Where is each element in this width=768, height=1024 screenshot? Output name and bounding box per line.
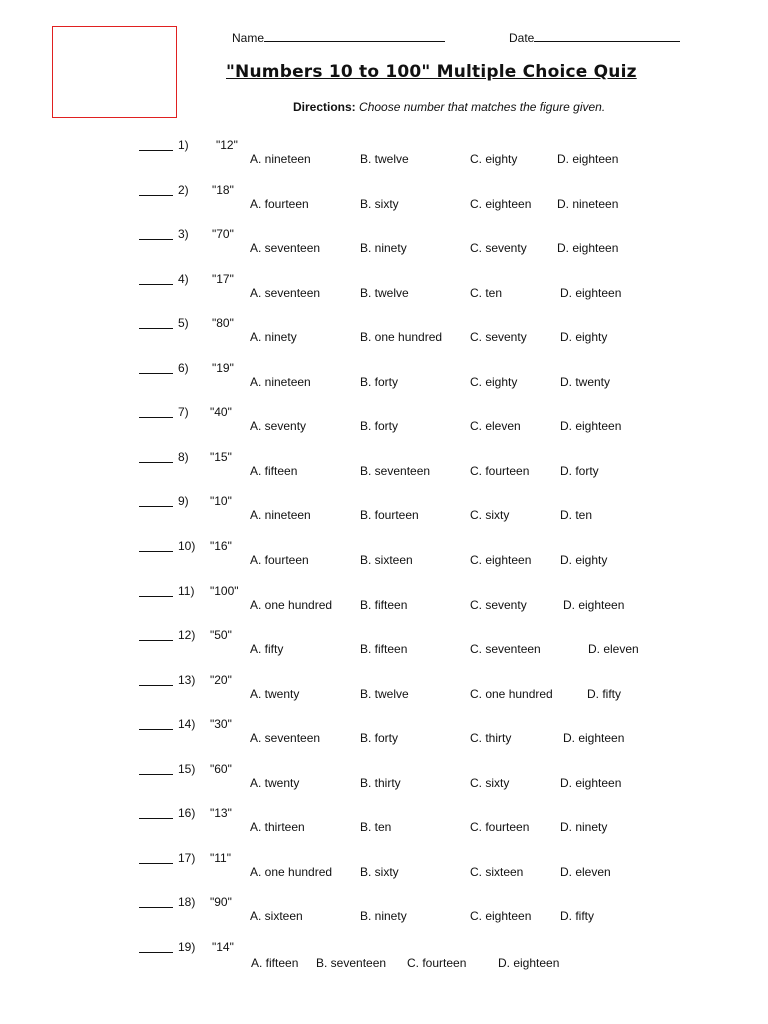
option-c[interactable]: C. ten bbox=[470, 285, 503, 300]
answer-blank[interactable] bbox=[139, 940, 173, 953]
question-number: 16) bbox=[178, 806, 196, 821]
answer-blank[interactable] bbox=[139, 539, 173, 552]
option-b[interactable]: B. fifteen bbox=[360, 642, 408, 657]
answer-blank[interactable] bbox=[139, 762, 173, 775]
question-row bbox=[0, 361, 768, 405]
option-c[interactable]: C. eighty bbox=[470, 374, 518, 389]
option-a[interactable]: A. one hundred bbox=[250, 864, 333, 879]
option-b[interactable]: B. forty bbox=[360, 419, 399, 434]
question-number: 15) bbox=[178, 761, 196, 776]
option-a[interactable]: A. seventy bbox=[250, 419, 307, 434]
question-figure: "10" bbox=[210, 494, 232, 509]
option-a[interactable]: A. thirteen bbox=[250, 820, 305, 835]
question-figure: "14" bbox=[212, 939, 234, 954]
option-d[interactable]: D. eighteen bbox=[560, 419, 622, 434]
option-a[interactable]: A. seventeen bbox=[250, 731, 321, 746]
question-number: 1) bbox=[178, 138, 189, 152]
question-number: 5) bbox=[178, 316, 189, 331]
directions bbox=[293, 100, 605, 114]
option-b[interactable]: B. twelve bbox=[360, 152, 409, 166]
question-figure: "16" bbox=[210, 538, 232, 553]
question-figure: "20" bbox=[210, 672, 232, 687]
quiz-title: "Numbers 10 to 100" Multiple Choice Quiz bbox=[226, 62, 637, 82]
question-row bbox=[0, 584, 768, 628]
question-number: 3) bbox=[178, 227, 189, 242]
question-row bbox=[0, 673, 768, 717]
option-b[interactable]: B. twelve bbox=[360, 686, 409, 701]
question-number: 2) bbox=[178, 182, 189, 197]
option-d[interactable]: D. fifty bbox=[587, 686, 622, 701]
option-d[interactable]: D. eighteen bbox=[498, 955, 560, 970]
option-d[interactable]: D. forty bbox=[560, 463, 599, 478]
answer-blank[interactable] bbox=[139, 183, 173, 196]
question-row bbox=[0, 316, 768, 360]
answer-blank[interactable] bbox=[139, 717, 173, 730]
option-d[interactable]: D. ninety bbox=[560, 820, 608, 835]
question-row bbox=[0, 450, 768, 494]
question-number: 11) bbox=[178, 583, 195, 598]
answer-blank[interactable] bbox=[139, 138, 173, 151]
option-d[interactable]: D. eighty bbox=[560, 552, 608, 567]
option-b[interactable]: B. ninety bbox=[360, 241, 407, 256]
question-number: 19) bbox=[178, 939, 196, 954]
option-a[interactable]: A. fifty bbox=[250, 642, 284, 657]
question-number: 7) bbox=[178, 405, 189, 420]
option-c[interactable]: C. eighteen bbox=[470, 196, 532, 211]
option-a[interactable]: A. twenty bbox=[250, 686, 300, 701]
question-figure: "18" bbox=[212, 182, 234, 197]
question-row bbox=[0, 717, 768, 761]
answer-blank[interactable] bbox=[139, 361, 173, 374]
question-row bbox=[0, 851, 768, 895]
option-a[interactable]: A. seventeen bbox=[250, 285, 321, 300]
option-a[interactable]: A. one hundred bbox=[250, 597, 333, 612]
option-c[interactable]: C. seventy bbox=[470, 330, 527, 345]
answer-blank[interactable] bbox=[139, 806, 173, 819]
name-line[interactable] bbox=[264, 29, 445, 42]
option-b[interactable]: B. thirty bbox=[360, 775, 401, 790]
question-figure: "12" bbox=[216, 138, 238, 152]
question-figure: "90" bbox=[210, 895, 232, 910]
question-figure: "60" bbox=[210, 761, 232, 776]
question-row bbox=[0, 183, 768, 227]
date-label: Date bbox=[509, 31, 535, 45]
answer-blank[interactable] bbox=[139, 272, 173, 285]
option-c[interactable]: C. seventy bbox=[470, 241, 527, 256]
question-figure: "13" bbox=[210, 806, 232, 821]
option-a[interactable]: A. fifteen bbox=[251, 955, 299, 970]
option-d[interactable]: D. twenty bbox=[560, 374, 611, 389]
question-figure: "11" bbox=[210, 850, 231, 865]
question-number: 13) bbox=[178, 672, 196, 687]
question-row bbox=[0, 628, 768, 672]
option-a[interactable]: A. nineteen bbox=[250, 508, 311, 523]
option-c[interactable]: C. one hundred bbox=[470, 686, 553, 701]
directions-label: Directions: bbox=[293, 100, 356, 114]
question-row bbox=[0, 494, 768, 538]
answer-blank[interactable] bbox=[139, 316, 173, 329]
answer-blank[interactable] bbox=[139, 494, 173, 507]
answer-blank[interactable] bbox=[139, 227, 173, 240]
option-c[interactable]: C. seventeen bbox=[470, 642, 541, 657]
option-b[interactable]: B. fifteen bbox=[360, 597, 408, 612]
option-c[interactable]: C. fourteen bbox=[470, 820, 530, 835]
answer-blank[interactable] bbox=[139, 405, 173, 418]
option-d[interactable]: D. eleven bbox=[588, 642, 639, 657]
question-number: 14) bbox=[178, 717, 196, 732]
question-number: 9) bbox=[178, 494, 189, 509]
option-c[interactable]: C. eighteen bbox=[470, 909, 532, 924]
question-number: 4) bbox=[178, 271, 189, 286]
date-field[interactable] bbox=[509, 29, 680, 45]
option-b[interactable]: B. ninety bbox=[360, 909, 407, 924]
question-figure: "17" bbox=[212, 271, 234, 286]
option-c[interactable]: C. seventy bbox=[470, 597, 527, 612]
question-row bbox=[0, 762, 768, 806]
option-d[interactable]: D. ten bbox=[560, 508, 593, 523]
option-d[interactable]: D. eighteen bbox=[563, 731, 625, 746]
option-c[interactable]: C. sixty bbox=[470, 775, 510, 790]
option-d[interactable]: D. eighteen bbox=[557, 152, 619, 166]
answer-blank[interactable] bbox=[139, 584, 173, 597]
question-figure: "19" bbox=[212, 360, 234, 375]
question-row bbox=[0, 405, 768, 449]
option-c[interactable]: C. eleven bbox=[470, 419, 521, 434]
answer-blank[interactable] bbox=[139, 673, 173, 686]
option-d[interactable]: D. fifty bbox=[560, 909, 595, 924]
question-row bbox=[0, 806, 768, 850]
question-number: 10) bbox=[178, 538, 196, 553]
question-figure: "40" bbox=[210, 405, 232, 420]
answer-blank[interactable] bbox=[139, 628, 173, 641]
answer-blank[interactable] bbox=[139, 851, 173, 864]
option-c[interactable]: C. eighty bbox=[470, 152, 518, 166]
option-c[interactable]: C. thirty bbox=[470, 731, 512, 746]
option-d[interactable]: D. eighty bbox=[560, 330, 608, 345]
question-figure: "50" bbox=[210, 628, 232, 643]
option-d[interactable]: D. eighteen bbox=[560, 285, 622, 300]
option-b[interactable]: B. one hundred bbox=[360, 330, 443, 345]
question-number: 12) bbox=[178, 628, 196, 643]
option-b[interactable]: B. sixty bbox=[360, 864, 399, 879]
question-row bbox=[0, 895, 768, 939]
option-b[interactable]: B. ten bbox=[360, 820, 392, 835]
directions-text: Choose number that matches the figure given. bbox=[359, 100, 606, 114]
question-figure: "100" bbox=[210, 583, 239, 598]
answer-blank[interactable] bbox=[139, 450, 173, 463]
option-d[interactable]: D. nineteen bbox=[557, 196, 619, 211]
question-figure: "70" bbox=[212, 227, 234, 242]
option-a[interactable]: A. nineteen bbox=[250, 374, 311, 389]
option-a[interactable]: A. sixteen bbox=[250, 909, 303, 924]
question-figure: "15" bbox=[210, 449, 232, 464]
question-row bbox=[0, 227, 768, 271]
option-b[interactable]: B. sixteen bbox=[360, 552, 413, 567]
option-b[interactable]: B. twelve bbox=[360, 285, 409, 300]
option-a[interactable]: A. ninety bbox=[250, 330, 297, 345]
option-c[interactable]: C. sixty bbox=[470, 508, 510, 523]
option-b[interactable]: B. forty bbox=[360, 731, 399, 746]
name-field[interactable] bbox=[232, 29, 445, 45]
option-b[interactable]: B. seventeen bbox=[316, 955, 387, 970]
option-a[interactable]: A. seventeen bbox=[250, 241, 321, 256]
name-label: Name bbox=[232, 31, 265, 45]
option-b[interactable]: B. forty bbox=[360, 374, 399, 389]
option-a[interactable]: A. fifteen bbox=[250, 463, 298, 478]
question-figure: "80" bbox=[212, 316, 234, 331]
option-c[interactable]: C. fourteen bbox=[407, 955, 467, 970]
option-a[interactable]: A. fourteen bbox=[250, 196, 309, 211]
question-number: 6) bbox=[178, 360, 189, 375]
question-number: 18) bbox=[178, 895, 196, 910]
option-d[interactable]: D. eighteen bbox=[563, 597, 625, 612]
answer-blank[interactable] bbox=[139, 895, 173, 908]
option-c[interactable]: C. eighteen bbox=[470, 552, 532, 567]
option-c[interactable]: C. sixteen bbox=[470, 864, 524, 879]
question-row bbox=[0, 272, 768, 316]
option-a[interactable]: A. twenty bbox=[250, 775, 300, 790]
question-row bbox=[0, 138, 768, 182]
question-number: 17) bbox=[178, 850, 196, 865]
option-a[interactable]: A. nineteen bbox=[250, 152, 311, 166]
option-c[interactable]: C. fourteen bbox=[470, 463, 530, 478]
option-b[interactable]: B. fourteen bbox=[360, 508, 419, 523]
option-d[interactable]: D. eighteen bbox=[557, 241, 619, 256]
question-number: 8) bbox=[178, 449, 189, 464]
option-b[interactable]: B. sixty bbox=[360, 196, 399, 211]
question-row bbox=[0, 539, 768, 583]
date-line[interactable] bbox=[534, 29, 680, 42]
option-d[interactable]: D. eleven bbox=[560, 864, 611, 879]
option-d[interactable]: D. eighteen bbox=[560, 775, 622, 790]
question-figure: "30" bbox=[210, 717, 232, 732]
question-row bbox=[0, 940, 768, 984]
option-a[interactable]: A. fourteen bbox=[250, 552, 309, 567]
option-b[interactable]: B. seventeen bbox=[360, 463, 431, 478]
